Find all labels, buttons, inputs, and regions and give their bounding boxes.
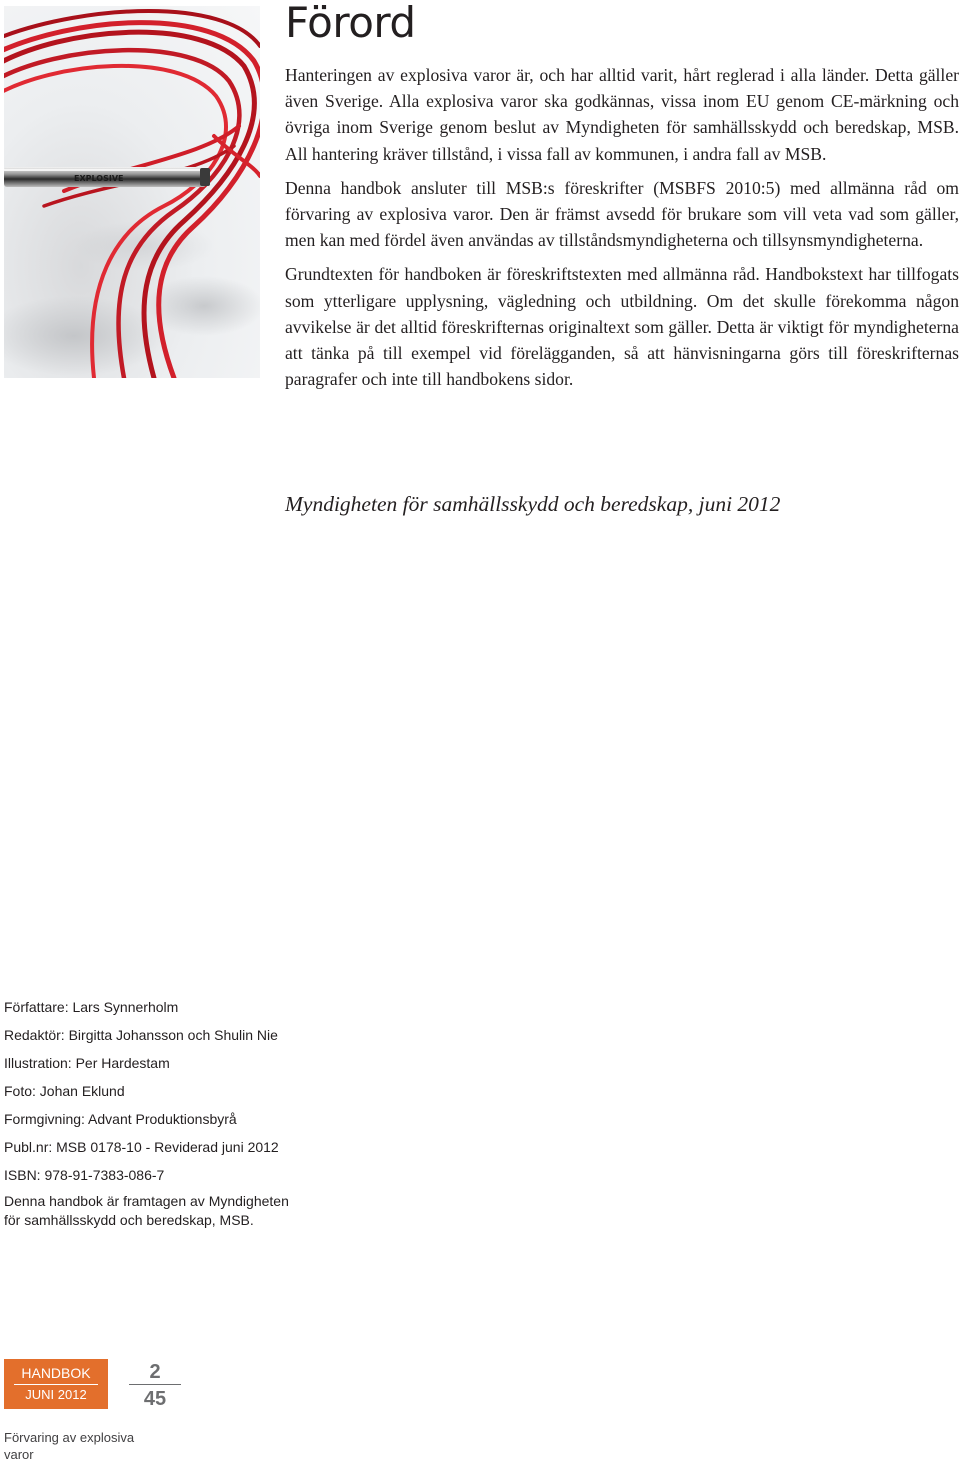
credit-author: Författare: Lars Synnerholm	[4, 999, 179, 1015]
handbook-badge	[4, 1359, 108, 1409]
badge-date: JUNI 2012	[25, 1387, 87, 1402]
credit-illustration: Illustration: Per Hardestam	[4, 1055, 170, 1071]
preface-paragraph: Grundtexten för handboken är föreskriftstexten med allmänna råd. Handbokstext har tillfogats som ytterligare upplysning, vägledning och utbildning. Om det skulle förekomma någon avvikelse är det alltid föreskrifternas originaltext som gäller. Detta är viktigt för myndigheterna att tänka på till exempel vid förelägganden, så att hänvisningarna görs till föreskrifternas paragrafer och inte till handbokens sidor.	[285, 264, 959, 390]
credit-isbn: ISBN: 978-91-7383-086-7	[4, 1167, 165, 1183]
detonator-label: EXPLOSIVE	[74, 174, 124, 183]
footer-document-title: Förvaring av explosiva varor	[4, 1430, 135, 1462]
detonator-illustration	[4, 6, 260, 378]
preface-body	[285, 62, 959, 400]
credits-block	[4, 996, 324, 1230]
badge-divider	[14, 1384, 98, 1385]
detonator-tube	[4, 167, 210, 187]
credit-editor: Redaktör: Birgitta Johansson och Shulin Nie	[4, 1027, 278, 1043]
badge-handbook-label: HANDBOK	[21, 1365, 91, 1381]
total-pages: 45	[143, 1388, 167, 1410]
page-number	[129, 1362, 181, 1410]
page-title: Förord	[285, 0, 416, 47]
detonator-wire-photo	[4, 6, 260, 378]
signature: Myndigheten för samhällsskydd och beredskap, juni 2012	[285, 492, 781, 516]
credit-photo: Foto: Johan Eklund	[4, 1083, 125, 1099]
current-page: 2	[149, 1361, 161, 1383]
preface-paragraph: Denna handbok ansluter till MSB:s föreskrifter (MSBFS 2010:5) med allmänna råd om förvaring av explosiva varor. Den är främst avsedd för brukare som vill veta vad som gäller, men kan med fördel även användas av tillståndsmyndigheterna och tillsynsmyndigheterna.	[285, 177, 959, 251]
credit-design: Formgivning: Advant Produktionsbyrå	[4, 1111, 237, 1127]
preface-paragraph: Hanteringen av explosiva varor är, och har alltid varit, hårt reglerad i alla länder. Detta gäller även Sverige. Alla explosiva varor ska godkännas, vissa inom EU genom CE-märkning och övriga inom Sverige genom beslut av Myndigheten för samhällsskydd och beredskap, MSB. All hantering kräver tillstånd, i vissa fall av kommunen, i andra fall av MSB.	[285, 65, 959, 164]
credit-publisher: Denna handbok är framtagen av Myndigheten för samhällsskydd och beredskap, MSB.	[4, 1193, 289, 1228]
credit-publication-number: Publ.nr: MSB 0178-10 - Reviderad juni 2012	[4, 1139, 279, 1155]
page-number-divider	[129, 1384, 181, 1385]
